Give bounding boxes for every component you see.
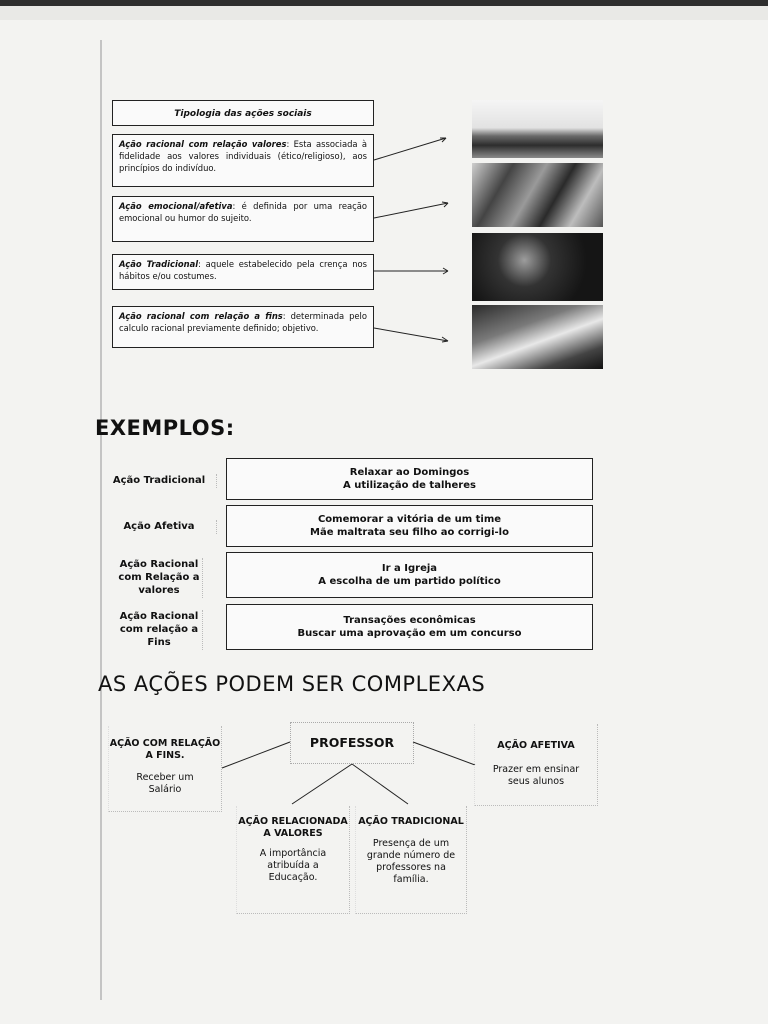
- def-label: Ação racional com relação a fins: [119, 311, 283, 321]
- arrow-line: [374, 328, 448, 341]
- def-text: : Esta associada à fidelidade aos valores individuais (ético/religioso), aos princípios do indivíduo.: [119, 139, 367, 173]
- def-label: Ação emocional/afetiva: [119, 201, 233, 211]
- node-afetiva: [474, 724, 598, 806]
- ex-line: Mãe maltrata seu filho ao corrigi-lo: [310, 527, 509, 538]
- ex-line: A utilização de talheres: [343, 480, 476, 491]
- tipologia-title: Tipologia das ações sociais: [112, 100, 374, 126]
- tree-line: [413, 742, 475, 765]
- ex-line: Buscar uma aprovação em um concurso: [297, 628, 522, 639]
- node-text: Presença de um grande número de professores na família.: [366, 838, 456, 885]
- def-text: : aquele estabelecido pela crença nos hábitos e/ou costumes.: [119, 259, 367, 281]
- node-text: Receber um Salário: [136, 772, 194, 795]
- arrow-line: [374, 203, 448, 218]
- tree-line: [222, 742, 290, 768]
- arrow-head: [442, 337, 448, 342]
- node-title: AÇÃO COM RELAÇÃO A FINS.: [109, 738, 221, 761]
- node-fins: [108, 726, 222, 812]
- node-title: AÇÃO AFETIVA: [497, 740, 575, 751]
- ex-box-racional-valores: [226, 552, 593, 598]
- arrow-line: [374, 138, 446, 160]
- tree-line: [292, 764, 352, 804]
- node-valores: [236, 806, 350, 914]
- node-title: AÇÃO RELACIONADA A VALORES: [238, 816, 348, 839]
- ex-line: Comemorar a vitória de um time: [317, 514, 502, 525]
- ex-line: Transações econômicas: [343, 615, 476, 626]
- ex-label-afetiva: Ação Afetiva: [102, 520, 217, 534]
- def-text: : determinada pelo calculo racional previamente definido; objetivo.: [119, 311, 368, 333]
- def-text: : é definida por uma reação emocional ou humor do sujeito.: [119, 201, 367, 223]
- ex-line: A escolha de um partido político: [318, 576, 501, 587]
- ex-label-racional-valores: Ação Racional com Relação a valores: [116, 558, 203, 598]
- node-text: A importância atribuída a Educação.: [259, 848, 327, 883]
- ex-line: Ir a Igreja: [381, 563, 438, 574]
- ex-box-tradicional: [226, 458, 593, 500]
- exemplos-title: EXEMPLOS:: [95, 416, 235, 440]
- ex-label-tradicional: Ação Tradicional: [102, 474, 217, 488]
- def-label: Ação racional com relação valores: [119, 139, 287, 149]
- tree-line: [352, 764, 408, 804]
- def-label: Ação Tradicional: [119, 259, 199, 269]
- node-tradicional: [355, 806, 467, 914]
- ex-box-racional-fins: [226, 604, 593, 650]
- node-text: Prazer em ensinar seus alunos: [492, 764, 580, 787]
- ex-line: Relaxar ao Domingos: [349, 467, 470, 478]
- complexas-title: AS AÇÕES PODEM SER COMPLEXAS: [98, 672, 486, 696]
- node-professor: PROFESSOR: [290, 722, 414, 764]
- ex-label-racional-fins: Ação Racional com relação a Fins: [116, 610, 203, 650]
- node-title: AÇÃO TRADICIONAL: [358, 816, 464, 827]
- ex-box-afetiva: [226, 505, 593, 547]
